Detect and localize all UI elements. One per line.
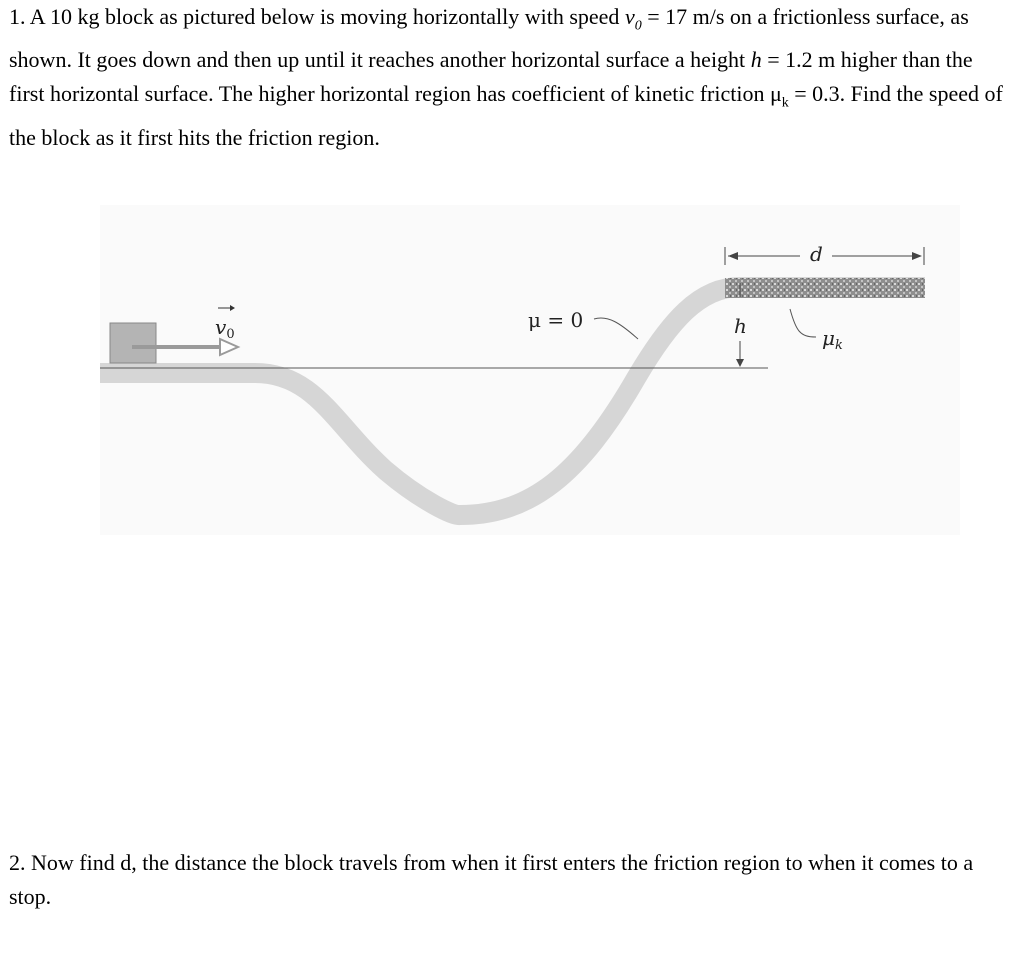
question-2-text: 2. Now find d, the distance the block travels from when it first enters the friction region to when it comes to a stop. bbox=[9, 850, 974, 909]
mu-zero-label: μ = 0 bbox=[528, 308, 584, 332]
v0-symbol: $v_0$ bbox=[624, 4, 642, 34]
question-1-text bbox=[9, 0, 1009, 155]
question-1-number: 1. bbox=[9, 4, 26, 29]
friction-region bbox=[725, 278, 925, 298]
v0-label: $v_0$ bbox=[215, 315, 235, 342]
ramp-diagram bbox=[60, 205, 960, 535]
mu-k-label: $\mu_k$ bbox=[822, 326, 843, 353]
mu-k-symbol: $\mu_k$ bbox=[769, 81, 789, 111]
question-1-text-b: = 17 m/s on a frictionless surface, as shown. It goes down and then up until it reaches another horizontal surface a height bbox=[9, 4, 969, 73]
h-symbol: h bbox=[750, 47, 762, 73]
d-label: d bbox=[810, 242, 823, 266]
h-label: h bbox=[734, 314, 747, 338]
question-1-text-a: A 10 kg block as pictured below is moving horizontally with speed bbox=[29, 4, 625, 29]
block bbox=[110, 323, 156, 363]
question-1-text-d: = 0.3. Find the speed of the block as it first hits the friction region. bbox=[9, 81, 1003, 150]
question-1-text-c: = 1.2 m higher than the first horizontal surface. The higher horizontal region has coefficient of kinetic friction bbox=[9, 47, 973, 107]
